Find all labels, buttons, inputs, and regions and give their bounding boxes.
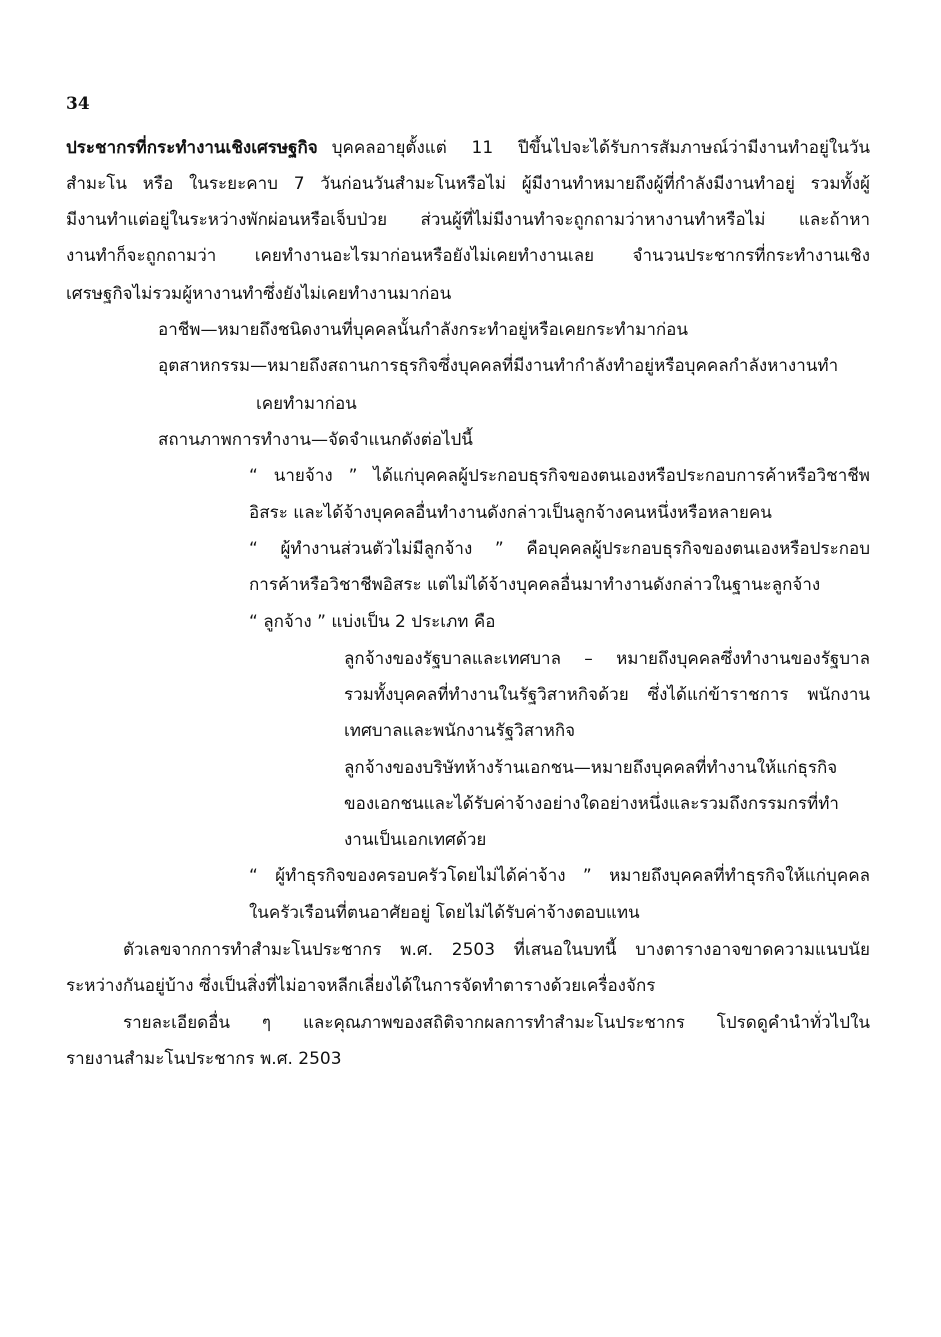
family-worker-line-1: “ ผู้ทำธุรกิจของครอบครัวโดยไม่ได้ค่าจ้าง ” หมายถึงบุคคลที่ทำธุรกิจให้แก่บุคคล (249, 866, 870, 886)
definition-line-4: งานทำก็จะถูกถามว่า เคยทำงานอะไรมาก่อนหรือยังไม่เคยทำงานเลย จำนวนประชากรที่กระทำงานเชิง (66, 246, 870, 266)
definition-text: บุคคลอายุตั้งแต่ 11 ปีขึ้นไปจะได้รับการสัมภาษณ์ว่ามีงานทำอยู่ในวัน (331, 138, 870, 158)
definition-line-2: สำมะโน หรือ ในระยะคาบ 7 วันก่อนวันสำมะโนหรือไม่ ผู้มีงานทำหมายถึงผู้ที่กำลังมีงานทำอยู่ รวมทั้งผู้ (66, 174, 870, 194)
definition-line-3: มีงานทำแต่อยู่ในระหว่างพักผ่อนหรือเจ็บป่วย ส่วนผู้ที่ไม่มีงานทำจะถูกถามว่าหางานทำหรือไม่ และถ้าหา (66, 210, 870, 230)
own-account-line-1: “ ผู้ทำงานส่วนตัวไม่มีลูกจ้าง ” คือบุคคลผู้ประกอบธุรกิจของตนเองหรือประกอบ (249, 539, 870, 559)
industry-definition-line-1: อุตสาหกรรม—หมายถึงสถานการธุรกิจซึ่งบุคคลที่มีงานทำกำลังทำอยู่หรือบุคคลกำลังหางานทำ (158, 356, 839, 376)
definition-term: ประชากรที่กระทำงานเชิงเศรษฐกิจ (66, 138, 318, 158)
employee-heading: “ ลูกจ้าง ” แบ่งเป็น 2 ประเภท คือ (249, 612, 496, 632)
private-employee-line-2: ของเอกชนและได้รับค่าจ้างอย่างใดอย่างหนึ่งและรวมถึงกรรมกรที่ทำ (344, 794, 839, 814)
figures-note-line-2: ระหว่างกันอยู่บ้าง ซึ่งเป็นสิ่งที่ไม่อาจหลีกเลี่ยงได้ในการจัดทำตารางด้วยเครื่องจักร (66, 976, 656, 996)
own-account-line-2: การค้าหรือวิชาชีพอิสระ แต่ไม่ได้จ้างบุคคลอื่นมาทำงานดังกล่าวในฐานะลูกจ้าง (249, 575, 821, 595)
employer-line-2: อิสระ และได้จ้างบุคคลอื่นทำงานดังกล่าวเป็นลูกจ้างคนหนึ่งหรือหลายคน (249, 503, 772, 523)
family-worker-line-2: ในครัวเรือนที่ตนอาศัยอยู่ โดยไม่ได้รับค่าจ้างตอบแทน (249, 903, 640, 923)
work-status-heading: สถานภาพการทำงาน—จัดจำแนกดังต่อไปนี้ (158, 430, 473, 450)
government-employee-line-1: ลูกจ้างของรัฐบาลและเทศบาล – หมายถึงบุคคลซึ่งทำงานของรัฐบาล (344, 649, 870, 669)
details-note-line-2: รายงานสำมะโนประชากร พ.ศ. 2503 (66, 1049, 342, 1069)
employer-line-1: “ นายจ้าง ” ได้แก่บุคคลผู้ประกอบธุรกิจของตนเองหรือประกอบการค้าหรือวิชาชีพ (249, 466, 870, 486)
government-employee-line-2: รวมทั้งบุคคลที่ทำงานในรัฐวิสาหกิจด้วย ซึ่งได้แก่ข้าราชการ พนักงาน (344, 685, 870, 705)
industry-definition-line-2: เคยทำมาก่อน (256, 394, 357, 414)
private-employee-line-3: งานเป็นเอกเทศด้วย (344, 830, 487, 850)
definition-line-1 (66, 136, 870, 160)
occupation-definition: อาชีพ—หมายถึงชนิดงานที่บุคคลนั้นกำลังกระทำอยู่หรือเคยกระทำมาก่อน (158, 320, 688, 340)
page-number: 34 (66, 94, 90, 114)
definition-line-5: เศรษฐกิจไม่รวมผู้หางานทำซึ่งยังไม่เคยทำงานมาก่อน (66, 284, 452, 304)
government-employee-line-3: เทศบาลและพนักงานรัฐวิสาหกิจ (344, 721, 576, 741)
details-note-line-1: รายละเอียดอื่น ๆ และคุณภาพของสถิติจากผลการทำสำมะโนประชากร โปรดดูคำนำทั่วไปใน (123, 1013, 870, 1033)
figures-note-line-1: ตัวเลขจากการทำสำมะโนประชากร พ.ศ. 2503 ที่เสนอในบทนี้ บางตารางอาจขาดความแนบนัย (123, 940, 870, 960)
private-employee-line-1: ลูกจ้างของบริษัทห้างร้านเอกชน—หมายถึงบุคคลที่ทำงานให้แก่ธุรกิจ (344, 758, 838, 778)
